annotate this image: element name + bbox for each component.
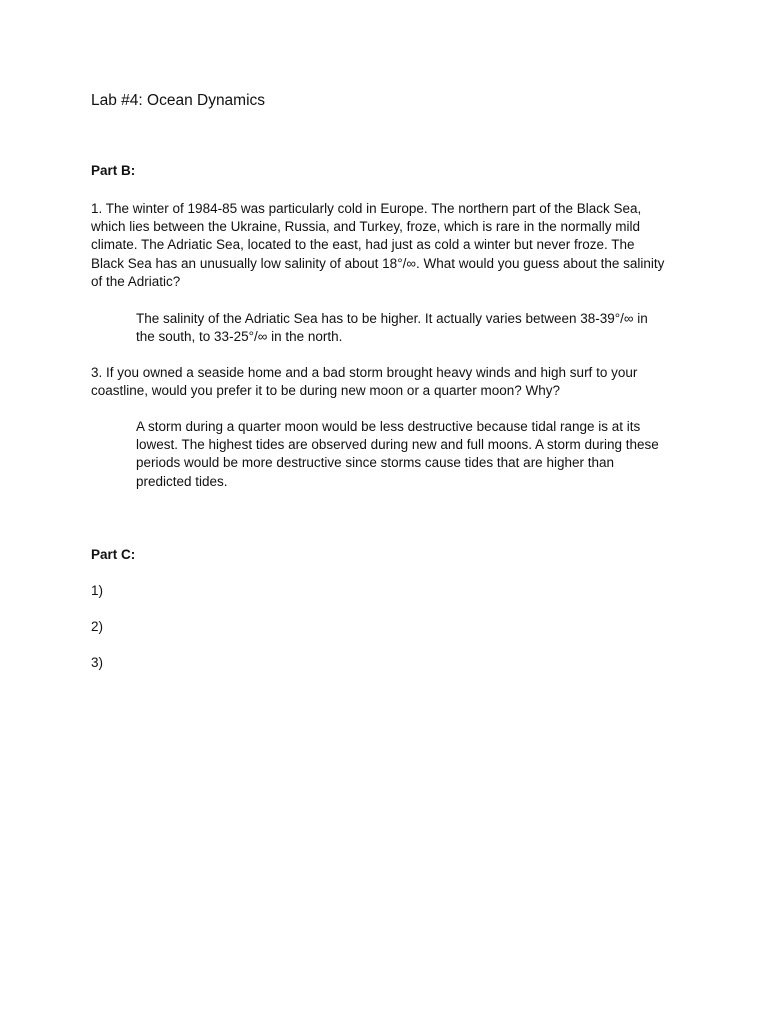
question-1-line: climate. The Adriatic Sea, located to the east, had just as cold a winter but never froze. The — [91, 237, 635, 253]
part-b-heading: Part B: — [91, 163, 136, 178]
answer-1 — [136, 310, 696, 346]
answer-3-line: periods would be more destructive since storms cause tides that are higher than — [136, 455, 614, 471]
answer-1-line: The salinity of the Adriatic Sea has to be higher. It actually varies between 38-39°/∞ in — [136, 311, 648, 326]
part-c-item-3: 3) — [91, 655, 104, 670]
answer-1-line: the south, to 33-25°/∞ in the north. — [136, 329, 343, 345]
answer-3-line: A storm during a quarter moon would be less destructive because tidal range is at its — [136, 419, 641, 434]
page-title: Lab #4: Ocean Dynamics — [91, 92, 266, 109]
part-c-heading: Part C: — [91, 547, 136, 562]
question-1-line: Black Sea has an unusually low salinity of about 18°/∞. What would you guess about the salinity — [91, 255, 665, 271]
answer-3-line: predicted tides. — [136, 473, 228, 489]
question-3-line: 3. If you owned a seaside home and a bad storm brought heavy winds and high surf to your — [91, 365, 638, 380]
answer-3 — [136, 418, 696, 491]
question-1-line: of the Adriatic? — [91, 273, 181, 289]
question-1-line: which lies between the Ukraine, Russia, and Turkey, froze, which is rare in the normally mild — [91, 219, 640, 235]
part-c-item-2: 2) — [91, 619, 104, 634]
part-c-item-1: 1) — [91, 583, 104, 598]
question-3-line: coastline, would you prefer it to be during new moon or a quarter moon? Why? — [91, 383, 561, 399]
answer-3-line: lowest. The highest tides are observed during new and full moons. A storm during these — [136, 437, 659, 453]
question-1-line: 1. The winter of 1984-85 was particularly cold in Europe. The northern part of the Black Sea, — [91, 201, 642, 216]
question-1 — [91, 200, 691, 291]
question-3 — [91, 364, 691, 400]
